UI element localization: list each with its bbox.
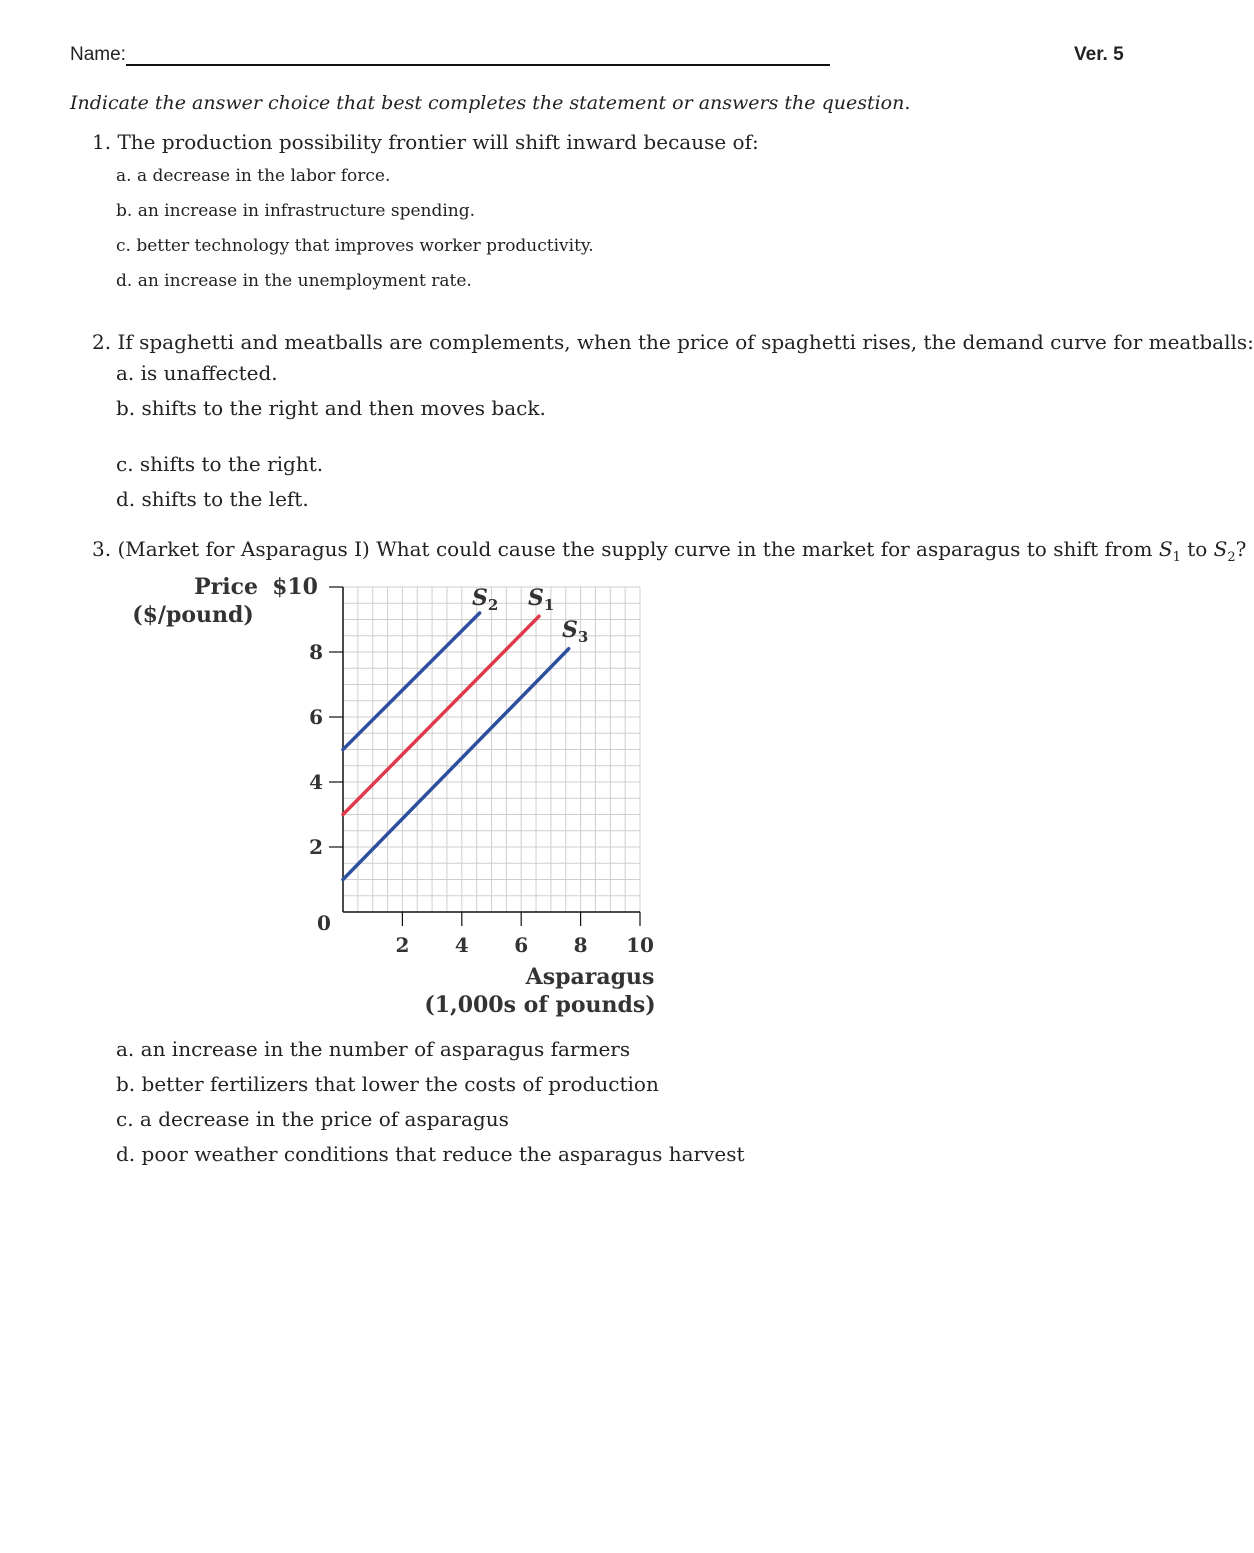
series-label-letter: S xyxy=(528,585,544,611)
chart-labels xyxy=(132,574,655,1018)
x-tick-label: 4 xyxy=(454,933,469,957)
question-3-option-a[interactable]: a. an increase in the number of asparagus farmers xyxy=(116,1037,631,1061)
question-1-prompt: 1. The production possibility frontier will shift inward because of: xyxy=(92,130,759,154)
x-tick-label: 6 xyxy=(514,933,529,957)
x-tick-label: 10 xyxy=(626,933,654,957)
y-axis-top-label: $10 xyxy=(272,574,318,600)
chart-grid xyxy=(343,587,640,912)
question-3-prompt-to: to xyxy=(1180,537,1214,561)
origin-label: 0 xyxy=(317,911,331,935)
question-2-option-b[interactable]: b. shifts to the right and then moves back. xyxy=(116,396,546,420)
question-3-prompt-end: ? xyxy=(1235,537,1247,561)
series-label-letter: S xyxy=(472,585,488,611)
instructions: Indicate the answer choice that best completes the statement or answers the question. xyxy=(70,92,911,114)
series-label-subscript: 2 xyxy=(487,596,499,614)
question-3-prompt-text: 3. (Market for Asparagus I) What could cause the supply curve in the market for asparagus to shift from xyxy=(92,537,1159,561)
y-axis-title: Price xyxy=(194,574,258,600)
y-tick-label: 6 xyxy=(309,705,323,729)
chart-series xyxy=(343,613,569,880)
question-3-to-sub: 2 xyxy=(1227,550,1236,565)
question-1-option-d[interactable]: d. an increase in the unemployment rate. xyxy=(116,271,472,291)
series-label-letter: S xyxy=(562,617,578,643)
question-3-from-curve: S xyxy=(1158,537,1173,561)
question-3-option-b[interactable]: b. better fertilizers that lower the costs of production xyxy=(116,1072,659,1096)
question-1-option-a[interactable]: a. a decrease in the labor force. xyxy=(116,166,391,186)
question-2-option-d[interactable]: d. shifts to the left. xyxy=(116,487,309,511)
question-2-prompt: 2. If spaghetti and meatballs are complements, when the price of spaghetti rises, the demand curve for meatballs: xyxy=(92,330,1254,354)
version-label: Ver. 5 xyxy=(1074,44,1124,65)
chart-axes xyxy=(329,587,640,926)
x-axis-unit: (1,000s of pounds) xyxy=(424,992,656,1018)
question-2-option-c[interactable]: c. shifts to the right. xyxy=(116,452,324,476)
x-tick-label: 2 xyxy=(395,933,410,957)
series-line-s3 xyxy=(343,649,569,880)
series-label-s3 xyxy=(562,617,588,646)
series-label-s2 xyxy=(472,585,498,614)
question-1-option-b[interactable]: b. an increase in infrastructure spending. xyxy=(116,201,476,221)
name-label: Name: xyxy=(70,44,126,65)
question-3-option-d[interactable]: d. poor weather conditions that reduce the asparagus harvest xyxy=(116,1142,745,1166)
y-axis-unit: ($/pound) xyxy=(132,602,254,628)
question-3-from-sub: 1 xyxy=(1172,550,1181,565)
y-tick-label: 4 xyxy=(309,770,323,794)
series-label-subscript: 3 xyxy=(577,628,589,646)
y-tick-label: 8 xyxy=(309,640,323,664)
series-label-s1 xyxy=(528,585,554,614)
question-1-option-c[interactable]: c. better technology that improves worker productivity. xyxy=(116,236,594,256)
y-tick-label: 2 xyxy=(309,835,323,859)
question-3-option-c[interactable]: c. a decrease in the price of asparagus xyxy=(116,1107,509,1131)
series-line-s2 xyxy=(343,613,480,750)
series-label-subscript: 1 xyxy=(543,596,555,614)
x-tick-label: 8 xyxy=(573,933,588,957)
question-3-to-curve: S xyxy=(1213,537,1228,561)
question-2-option-a[interactable]: a. is unaffected. xyxy=(116,361,278,385)
x-axis-title: Asparagus xyxy=(525,964,655,990)
